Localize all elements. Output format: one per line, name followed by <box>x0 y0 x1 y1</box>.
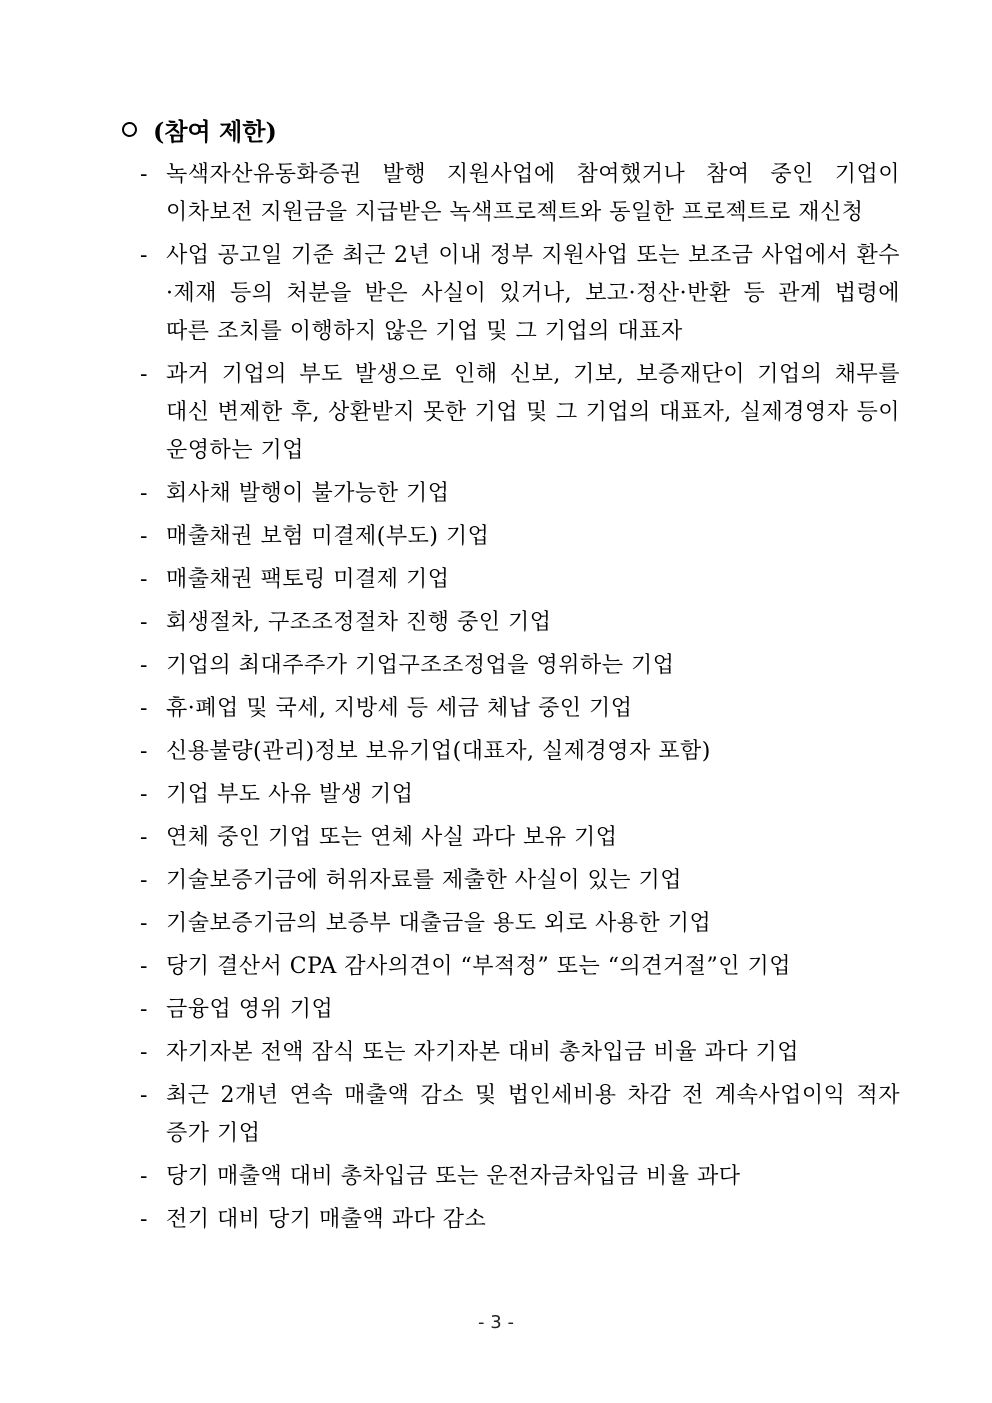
list-item-text: 기업의 최대주주가 기업구조조정업을 영위하는 기업 <box>166 653 675 678</box>
dash-bullet: - <box>140 1040 148 1065</box>
list-item <box>140 356 900 470</box>
list-item <box>140 1077 900 1153</box>
list-item-text: 신용불량(관리)정보 보유기업(대표자, 실제경영자 포함) <box>166 739 711 764</box>
dash-bullet: - <box>140 610 148 635</box>
list-item <box>140 647 900 685</box>
list-item-text: 기술보증기금의 보증부 대출금을 용도 외로 사용한 기업 <box>166 911 712 936</box>
list-item-text: 과거 기업의 부도 발생으로 인해 신보, 기보, 보증재단이 기업의 채무를 대신 변제한 후, 상환받지 못한 기업 및 그 기업의 대표자, 실제경영자 등이 운영하는 기업 <box>166 362 900 463</box>
list-item-text: 매출채권 보험 미결제(부도) 기업 <box>166 524 490 549</box>
dash-bullet: - <box>140 362 148 387</box>
list-item <box>140 948 900 986</box>
dash-bullet: - <box>140 524 148 549</box>
list-item-text: 자기자본 전액 잠식 또는 자기자본 대비 총차입금 비율 과다 기업 <box>166 1040 799 1065</box>
dash-bullet: - <box>140 481 148 506</box>
list-item <box>140 1201 900 1239</box>
page-number: - 3 - <box>478 1312 514 1333</box>
section-heading-text: (참여 제한) <box>153 117 277 146</box>
dash-bullet: - <box>140 567 148 592</box>
dash-bullet: - <box>140 162 148 187</box>
dash-bullet: - <box>140 1207 148 1232</box>
list-item-text: 녹색자산유동화증권 발행 지원사업에 참여했거나 참여 중인 기업이 이차보전 지원금을 지급받은 녹색프로젝트와 동일한 프로젝트로 재신청 <box>166 162 900 225</box>
list-item-text: 기술보증기금에 허위자료를 제출한 사실이 있는 기업 <box>166 868 683 893</box>
list-item-text: 당기 매출액 대비 총차입금 또는 운전자금차입금 비율 과다 <box>166 1164 741 1189</box>
list-item <box>140 561 900 599</box>
restriction-list <box>140 156 900 1244</box>
dash-bullet: - <box>140 868 148 893</box>
list-item <box>140 733 900 771</box>
list-item-text: 연체 중인 기업 또는 연체 사실 과다 보유 기업 <box>166 825 618 850</box>
list-item-text: 회사채 발행이 불가능한 기업 <box>166 481 450 506</box>
dash-bullet: - <box>140 911 148 936</box>
list-item <box>140 819 900 857</box>
list-item <box>140 156 900 232</box>
list-item <box>140 475 900 513</box>
list-item <box>140 1158 900 1196</box>
list-item-text: 당기 결산서 CPA 감사의견이 “부적정” 또는 “의견거절”인 기업 <box>166 954 791 979</box>
dash-bullet: - <box>140 739 148 764</box>
dash-bullet: - <box>140 243 148 268</box>
dash-bullet: - <box>140 653 148 678</box>
list-item <box>140 991 900 1029</box>
circle-bullet-icon <box>122 122 137 137</box>
dash-bullet: - <box>140 696 148 721</box>
list-item <box>140 905 900 943</box>
list-item <box>140 237 900 351</box>
list-item-text: 휴·폐업 및 국세, 지방세 등 세금 체납 중인 기업 <box>166 696 633 721</box>
list-item-text: 기업 부도 사유 발생 기업 <box>166 782 414 807</box>
list-item-text: 사업 공고일 기준 최근 2년 이내 정부 지원사업 또는 보조금 사업에서 환수·제재 등의 처분을 받은 사실이 있거나, 보고·정산·반환 등 관계 법령에 따른 조치를 이행하지 않은 기업 및 그 기업의 대표자 <box>166 243 900 344</box>
dash-bullet: - <box>140 1164 148 1189</box>
list-item <box>140 776 900 814</box>
list-item <box>140 1034 900 1072</box>
section-heading <box>122 112 277 147</box>
list-item <box>140 862 900 900</box>
dash-bullet: - <box>140 782 148 807</box>
list-item <box>140 690 900 728</box>
dash-bullet: - <box>140 825 148 850</box>
list-item-text: 매출채권 팩토링 미결제 기업 <box>166 567 450 592</box>
list-item <box>140 518 900 556</box>
list-item-text: 최근 2개년 연속 매출액 감소 및 법인세비용 차감 전 계속사업이익 적자 증가 기업 <box>166 1083 900 1146</box>
list-item-text: 회생절차, 구조조정절차 진행 중인 기업 <box>166 610 552 635</box>
list-item <box>140 604 900 642</box>
list-item-text: 전기 대비 당기 매출액 과다 감소 <box>166 1207 487 1232</box>
dash-bullet: - <box>140 1083 148 1108</box>
list-item-text: 금융업 영위 기업 <box>166 997 334 1022</box>
dash-bullet: - <box>140 954 148 979</box>
dash-bullet: - <box>140 997 148 1022</box>
